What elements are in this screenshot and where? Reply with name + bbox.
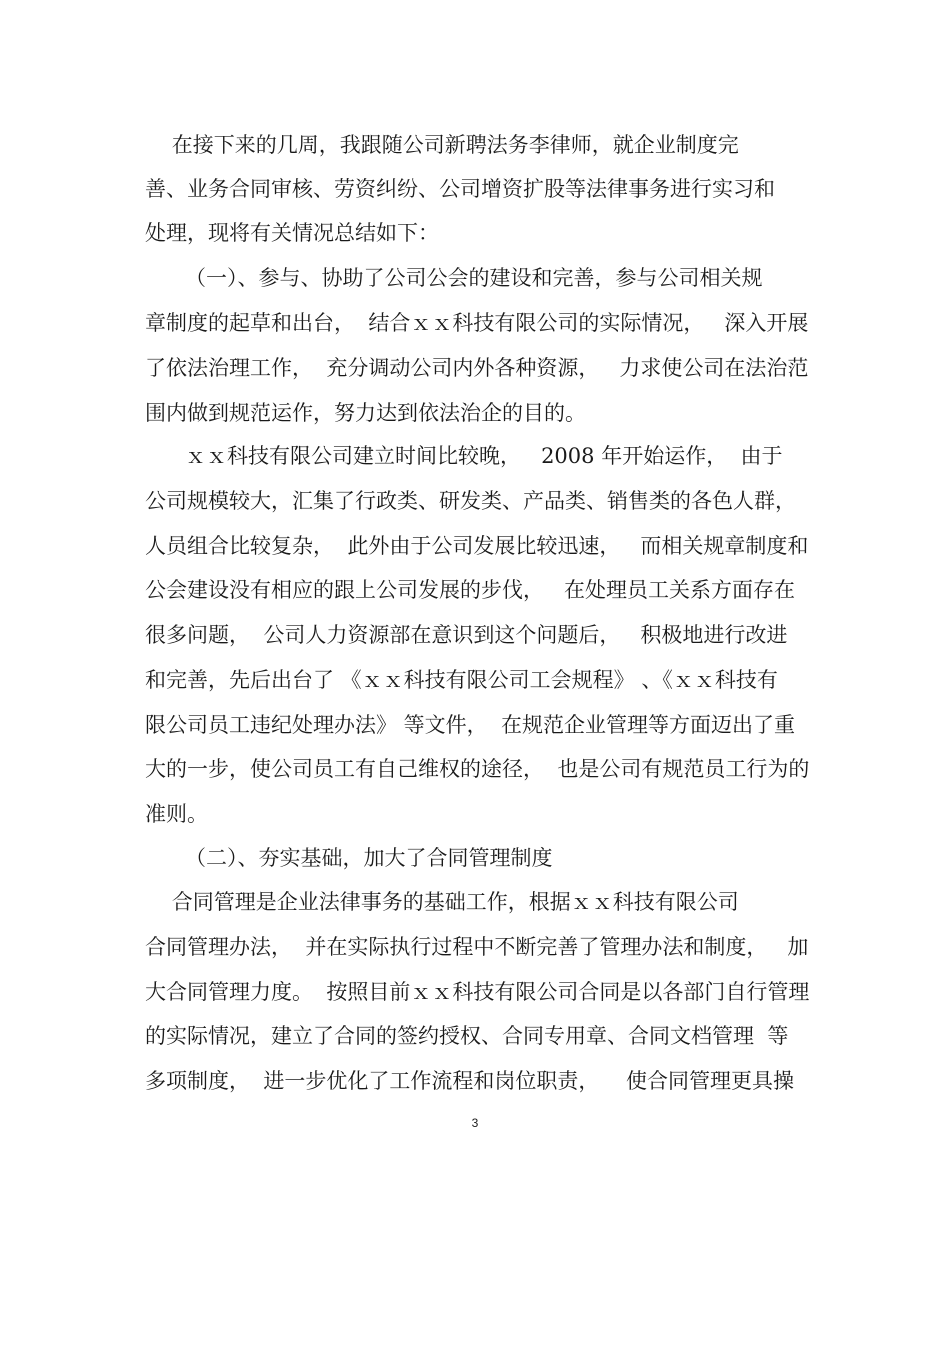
text-line: 善、业务合同审核、劳资纠纷、公司增资扩股等法律事务进行实习和 [145,177,775,201]
text-line: 很多问题， 公司人力资源部在意识到这个问题后， 积极地进行改进 [145,623,788,647]
text-line: （一）、参与、协助了公司公会的建设和完善，参与公司相关规 [145,266,763,290]
text-line: 大的一步，使公司员工有自己维权的途径， 也是公司有规范员工行为的 [145,757,810,781]
text-line: 合同管理办法， 并在实际执行过程中不断完善了管理办法和制度， 加 [145,935,809,959]
text-line: 了依法治理工作， 充分调动公司内外各种资源， 力求使公司在法治范 [145,356,809,380]
text-line: ｘｘ科技有限公司建立时间比较晚， 2008 年开始运作， 由于 [145,444,783,468]
text-line: 大合同管理力度。 按照目前ｘｘ科技有限公司合同是以各部门自行管理 [145,980,810,1004]
text-line: 围内做到规范运作，努力达到依法治企的目的。 [145,401,586,425]
section-heading: （二）、夯实基础，加大了合同管理制度 [145,846,553,870]
text-line: 处理，现将有关情况总结如下： [145,221,439,245]
text-line: 多项制度， 进一步优化了工作流程和岗位职责， 使合同管理更具操 [145,1069,795,1093]
text-line: 公司规模较大，汇集了行政类、研发类、产品类、销售类的各色人群， [145,489,796,513]
text-line: 在接下来的几周，我跟随公司新聘法务李律师，就企业制度完 [145,133,739,157]
text-line: 限公司员工违纪处理办法》 等文件， 在规范企业管理等方面迈出了重 [145,713,796,737]
text-line: 和完善，先后出台了 《ｘｘ科技有限公司工会规程》 、《ｘｘ科技有 [145,668,778,692]
text-line: 合同管理是企业法律事务的基础工作，根据ｘｘ科技有限公司 [145,890,739,914]
text-line: 的实际情况，建立了合同的签约授权、合同专用章、合同文档管理 等 [145,1024,789,1048]
text-line: 人员组合比较复杂， 此外由于公司发展比较迅速， 而相关规章制度和 [145,534,809,558]
text-line: 准则。 [145,802,208,826]
text-line: 章制度的起草和出台， 结合ｘｘ科技有限公司的实际情况， 深入开展 [145,311,809,335]
page-number: 3 [471,1116,479,1130]
text-line: 公会建设没有相应的跟上公司发展的步伐， 在处理员工关系方面存在 [145,578,796,602]
